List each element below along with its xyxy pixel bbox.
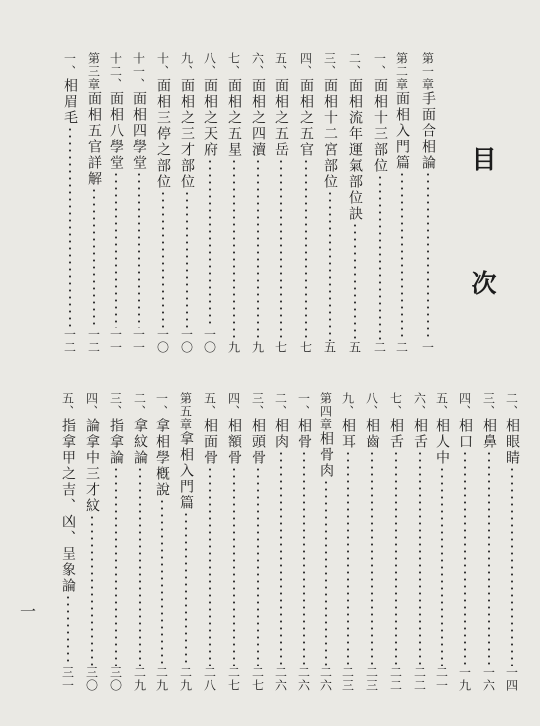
toc-entry [338, 392, 358, 692]
toc-entry-page: 二六 [273, 666, 288, 692]
toc-entry-title: 面相之五星 [226, 78, 242, 158]
toc-entry-number: 九、 [179, 52, 194, 78]
toc-entry-number: 五、 [434, 392, 449, 418]
toc-entry-title: 面相入門篇 [394, 91, 410, 171]
toc-entry-title: 拿相學槪說 [154, 418, 170, 498]
toc-entry-number: 一、 [62, 52, 77, 78]
toc-entry-page: 九 [250, 341, 265, 354]
toc-entry-title: 相頭骨 [250, 418, 266, 466]
toc-leader-dots [320, 479, 332, 666]
toc-entry [106, 52, 126, 354]
toc-entry-number: 二、 [132, 392, 147, 418]
toc-entry-title: 手面合相論 [420, 91, 436, 171]
toc-entry-number: 五、 [273, 52, 288, 78]
toc-leader-dots [204, 158, 216, 328]
toc-entry-title: 指拿甲之吉、凶、呈象論 [60, 418, 76, 594]
toc-entry-title: 相口 [457, 418, 473, 450]
toc-entry-page: 一 [420, 341, 435, 354]
toc-entry-title: 相眼睛 [504, 418, 520, 466]
toc-entry-page: 二九 [178, 666, 193, 692]
toc-entry-title: 面相流年運氣部位訣 [347, 78, 363, 222]
toc-entry-number: 三、 [322, 52, 337, 78]
toc-leader-dots [110, 466, 122, 666]
toc-entry-title: 面相十二宮部位 [322, 78, 338, 190]
toc-entry-number: 七、 [388, 392, 403, 418]
toc-entry-title: 面相三停之部位 [155, 78, 171, 190]
toc-entry [316, 392, 336, 692]
toc-leader-dots [88, 187, 100, 328]
toc-entry-number: 二、 [347, 52, 362, 78]
toc-entry [294, 392, 314, 692]
toc-entry-title: 相骨肉 [318, 431, 334, 479]
toc-leader-dots [156, 498, 168, 666]
toc-leader-dots [252, 466, 264, 666]
toc-entry-page: 五 [322, 341, 337, 354]
toc-title-ci: 次 [471, 269, 497, 298]
toc-entry [392, 52, 412, 354]
toc-leader-dots [64, 126, 76, 328]
toc-entry-title: 相肉 [273, 418, 289, 450]
toc-entry-page: 二二 [388, 666, 403, 692]
toc-entry-title: 指拿論 [108, 418, 124, 466]
toc-entry-page: 一一 [131, 328, 146, 354]
toc-leader-dots [134, 466, 146, 666]
toc-leader-dots [275, 450, 287, 666]
toc-entry-title: 相骨 [296, 418, 312, 450]
toc-entry [320, 52, 340, 354]
toc-entry-page: 二七 [250, 666, 265, 692]
toc-entry-page: 二二 [412, 666, 427, 692]
toc-entry-number: 四、 [84, 392, 99, 418]
toc-entry [296, 52, 316, 354]
toc-leader-dots [110, 171, 122, 328]
toc-entry-page: 二九 [154, 666, 169, 692]
toc-entry-number: 三、 [481, 392, 496, 418]
toc-entry [106, 392, 126, 692]
toc-entry-page: 一〇 [202, 328, 217, 354]
toc-entry [224, 52, 244, 354]
toc-entry-number: 第四章 [318, 392, 333, 431]
toc-entry-title: 相舌 [388, 418, 404, 450]
toc-entry-title: 面相之天府 [202, 78, 218, 158]
toc-entry-page: 二三 [364, 666, 379, 692]
toc-entry [410, 392, 430, 692]
toc-leader-dots [228, 158, 240, 341]
toc-entry [224, 392, 244, 692]
toc-entry-number: 五、 [60, 392, 75, 418]
toc-entry-number: 十二、 [108, 52, 123, 91]
toc-entry-page: 二六 [296, 666, 311, 692]
toc-entry-page: 一〇 [179, 328, 194, 354]
toc-leader-dots [324, 190, 336, 341]
toc-entry-page: 一二 [86, 328, 101, 354]
toc-entry-page: 二九 [132, 666, 147, 692]
toc-entry-number: 一、 [372, 52, 387, 78]
toc-leader-dots [181, 190, 193, 328]
toc-leader-dots [374, 174, 386, 341]
toc-entry-page: 二八 [202, 666, 217, 692]
toc-entry-title: 相鼻 [481, 418, 497, 450]
toc-entry-number: 九、 [340, 392, 355, 418]
toc-entry [177, 52, 197, 354]
toc-entry-number: 四、 [298, 52, 313, 78]
toc-entry [479, 392, 499, 692]
toc-entry-number: 七、 [226, 52, 241, 78]
toc-entry-page: 三〇 [84, 666, 99, 692]
toc-entry [271, 52, 291, 354]
toc-entry [455, 392, 475, 692]
toc-entry [362, 392, 382, 692]
toc-entry-page: 一六 [481, 666, 496, 692]
toc-entry-title: 相額骨 [226, 418, 242, 466]
toc-entry [153, 52, 173, 354]
toc-entry-page: 九 [226, 341, 241, 354]
toc-entry-page: 二三 [340, 666, 355, 692]
toc-entry-title: 相人中 [434, 418, 450, 466]
toc-leader-dots [342, 450, 354, 666]
toc-leader-dots [459, 450, 471, 666]
toc-entry [176, 392, 196, 692]
toc-leader-dots [300, 158, 312, 341]
toc-entry [248, 392, 268, 692]
toc-entry-page: 三一 [60, 666, 75, 692]
toc-leader-dots [396, 171, 408, 341]
toc-entry-page: 二 [394, 341, 409, 354]
toc-entry-number: 四、 [226, 392, 241, 418]
toc-entry-page: 一二 [62, 328, 77, 354]
toc-entry-number: 八、 [364, 392, 379, 418]
toc-leader-dots [390, 450, 402, 666]
toc-entry-page: 一一 [108, 328, 123, 354]
toc-leader-dots [228, 466, 240, 666]
toc-entry [432, 392, 452, 692]
toc-entry-page: 二七 [226, 666, 241, 692]
toc-entry-page: 二六 [318, 666, 333, 692]
toc-entry [84, 52, 104, 354]
toc-entry [200, 392, 220, 692]
toc-leader-dots [157, 190, 169, 328]
toc-entry-number: 一、 [296, 392, 311, 418]
toc-entry-number: 第三章 [86, 52, 101, 91]
toc-entry-number: 五、 [202, 392, 217, 418]
toc-entry-number: 一、 [154, 392, 169, 418]
toc-leader-dots [414, 450, 426, 666]
toc-entry-title: 相齒 [364, 418, 380, 450]
toc-entry-number: 三、 [108, 392, 123, 418]
toc-entry [386, 392, 406, 692]
toc-entry-title: 面相之四瀆 [250, 78, 266, 158]
toc-leader-dots [133, 171, 145, 328]
toc-leader-dots [275, 158, 287, 341]
toc-entry-title: 相面骨 [202, 418, 218, 466]
toc-entry [129, 52, 149, 354]
toc-entry-title: 面相八學堂 [108, 91, 124, 171]
toc-entry [58, 392, 78, 692]
toc-leader-dots [204, 466, 216, 666]
toc-leader-dots [298, 450, 310, 666]
toc-entry-number: 三、 [250, 392, 265, 418]
toc-leader-dots [62, 594, 74, 666]
toc-entry-title: 拿相入門篇 [178, 431, 194, 511]
toc-entry [152, 392, 172, 692]
toc-leader-dots [86, 514, 98, 666]
toc-entry-page: 一〇 [155, 328, 170, 354]
toc-entry [60, 52, 80, 354]
toc-leader-dots [422, 171, 434, 341]
toc-entry-number: 第一章 [420, 52, 435, 91]
toc-entry-number: 二、 [504, 392, 519, 418]
toc-entry [418, 52, 438, 354]
toc-entry [502, 392, 522, 692]
toc-leader-dots [436, 466, 448, 666]
toc-leader-dots [483, 450, 495, 666]
toc-entry [345, 52, 365, 354]
toc-entry-page: 七 [273, 341, 288, 354]
toc-entry-number: 十、 [155, 52, 170, 78]
toc-entry-title: 面相四學堂 [131, 91, 147, 171]
page-folio: 一 [20, 602, 37, 621]
toc-entry [82, 392, 102, 692]
toc-entry-title: 面相之三才部位 [179, 78, 195, 190]
toc-entry-title: 相耳 [340, 418, 356, 450]
toc-entry-title: 面相五官詳解 [86, 91, 102, 187]
toc-entry-number: 六、 [412, 392, 427, 418]
toc-entry-title: 面相之五官 [298, 78, 314, 158]
toc-entry-page: 二一 [434, 666, 449, 692]
toc-entry-title: 論拿中三才紋 [84, 418, 100, 514]
toc-entry-title: 相舌 [412, 418, 428, 450]
toc-entry-title: 拿紋論 [132, 418, 148, 466]
toc-entry-page: 一四 [504, 666, 519, 692]
toc-entry [370, 52, 390, 354]
toc-entry-title: 相眉毛 [62, 78, 78, 126]
toc-entry-title: 面相之五岳 [273, 78, 289, 158]
toc-entry-page: 一九 [457, 666, 472, 692]
toc-entry [130, 392, 150, 692]
toc-entry-page: 五 [347, 341, 362, 354]
toc-leader-dots [349, 222, 361, 341]
toc-entry-number: 十一、 [131, 52, 146, 91]
toc-entry-number: 第五章 [178, 392, 193, 431]
toc-leader-dots [252, 158, 264, 341]
toc-leader-dots [180, 511, 192, 666]
toc-entry-title: 面相十三部位 [372, 78, 388, 174]
toc-entry [271, 392, 291, 692]
toc-entry [248, 52, 268, 354]
toc-entry-number: 四、 [457, 392, 472, 418]
toc-entry [200, 52, 220, 354]
toc-entry-page: 二 [372, 341, 387, 354]
toc-entry-number: 第二章 [394, 52, 409, 91]
toc-title-mu: 目 [471, 145, 497, 174]
toc-entry-page: 三〇 [108, 666, 123, 692]
toc-leader-dots [366, 450, 378, 666]
toc-entry-page: 七 [298, 341, 313, 354]
toc-entry-number: 八、 [202, 52, 217, 78]
toc-leader-dots [506, 466, 518, 666]
toc-entry-number: 二、 [273, 392, 288, 418]
toc-entry-number: 六、 [250, 52, 265, 78]
